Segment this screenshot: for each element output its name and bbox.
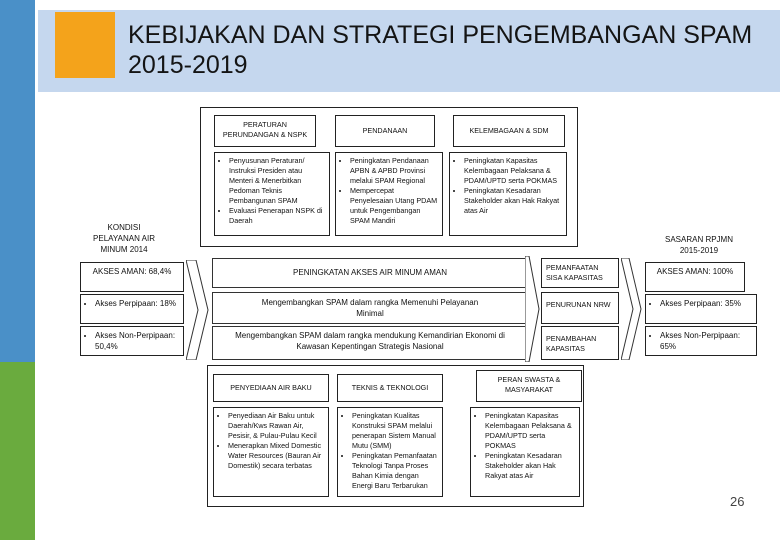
top-col1-item: • Penyusunan Peraturan/ Instruksi Presiden atau Menteri & Menerbitkan Pedoman Teknis Pembangunan SPAM — [229, 156, 325, 206]
top-col2-heading: PENDANAAN — [335, 115, 435, 147]
strategy-band-2 — [212, 292, 528, 324]
top-col3-item: • Peningkatan Kesadaran Stakeholder akan Hak Rakyat atas Air — [464, 186, 562, 216]
bottom-col1-item: • Penyediaan Air Baku untuk Daerah/Kws Rawan Air, Pesisir, & Pulau-Pulau Kecil — [228, 411, 324, 441]
target-label: PEMANFAATAN SISA KAPASITAS — [546, 263, 603, 282]
left-access-box — [80, 262, 184, 292]
top-col1-list — [214, 152, 330, 236]
target-box-2 — [541, 292, 619, 324]
strategy-label: Mengembangkan SPAM dalam rangka mendukung Kemandirian Ekonomi di Kawasan Kepentingan Strategis Nasional — [235, 331, 505, 351]
target-label: PENAMBAHAN KAPASITAS — [546, 334, 597, 353]
top-col2-item: • Mempercepat Penyelesaian Utang PDAM untuk Pengembangan SPAM Mandiri — [350, 186, 438, 226]
left-item-box-1 — [80, 294, 184, 324]
strategy-label: PENINGKATAN AKSES AIR MINUM AMAN — [293, 268, 447, 277]
title-accent — [55, 12, 115, 78]
page-title: KEBIJAKAN DAN STRATEGI PENGEMBANGAN SPAM 2015-2019 — [128, 21, 753, 79]
top-col3-item: • Peningkatan Kapasitas Kelembagaan Pelaksana & PDAM/UPTD serta POKMAS — [464, 156, 562, 186]
left-heading: KONDISI PELAYANAN AIR MINUM 2014 — [93, 223, 155, 254]
top-col2-list — [335, 152, 443, 236]
right-item: • Akses Non-Perpipaan: 65% — [660, 330, 753, 352]
bottom-col2-item: • Peningkatan Kualitas Konstruksi SPAM melalui penerapan Sistem Manual Mutu (SMM) — [352, 411, 438, 451]
left-access-label: AKSES AMAN: 68,4% — [92, 267, 172, 276]
right-access-label: AKSES AMAN: 100% — [656, 267, 734, 276]
top-col1-item: • Evaluasi Penerapan NSPK di Daerah — [229, 206, 325, 226]
strategy-label: Mengembangkan SPAM dalam rangka Memenuhi Pelayanan Minimal — [261, 298, 479, 318]
left-item-box-2 — [80, 326, 184, 356]
top-col1-heading: PERATURAN PERUNDANGAN & NSPK — [214, 115, 316, 147]
side-band-green — [0, 362, 35, 540]
right-heading: SASARAN RPJMN 2015-2019 — [664, 235, 733, 255]
bottom-col3-heading — [476, 370, 582, 402]
bottom-col3-item: • Peningkatan Kapasitas Kelembagaan Pelaksana & PDAM/UPTD serta POKMAS — [485, 411, 575, 451]
right-item-box-2 — [645, 326, 757, 356]
right-item: • Akses Perpipaan: 35% — [660, 298, 753, 309]
right-item-box-1 — [645, 294, 757, 324]
bottom-col1-item: • Menerapkan Mixed Domestic Water Resources (Bauran Air Domestik) secara terbatas — [228, 441, 324, 471]
bottom-col2-heading — [337, 374, 443, 402]
target-box-1 — [541, 258, 619, 288]
left-chevron-icon — [186, 260, 210, 360]
bottom-col1-heading-label: PENYEDIAAN AIR BAKU — [230, 383, 312, 392]
bottom-col2-item: • Peningkatan Pemanfaatan Teknologi Tanpa Proses Bahan Kimia dengan Energi Baru Terbarukan — [352, 451, 438, 491]
side-band-blue — [0, 0, 35, 362]
bottom-col1-list — [213, 407, 329, 497]
top-col2-item: • Peningkatan Pendanaan APBN & APBD Provinsi melalui SPAM Regional — [350, 156, 438, 186]
top-col3-list — [449, 152, 567, 236]
left-item: • Akses Perpipaan: 18% — [95, 298, 180, 309]
bottom-col3-heading-label: PERAN SWASTA & MASYARAKAT — [497, 375, 561, 394]
bottom-col2-list — [337, 407, 443, 497]
page-number: 26 — [730, 494, 745, 509]
right-chevron-icon — [621, 258, 643, 360]
bottom-col2-heading-label: TEKNIS & TEKNOLOGI — [351, 383, 429, 392]
middle-chevron-icon — [525, 256, 541, 362]
bottom-col1-heading — [213, 374, 329, 402]
right-access-box — [645, 262, 745, 292]
strategy-band-3 — [212, 326, 528, 360]
strategy-band-1 — [212, 258, 528, 288]
left-item: • Akses Non-Perpipaan: 50,4% — [95, 330, 180, 352]
target-label: PENURUNAN NRW — [546, 300, 611, 309]
target-box-3 — [541, 326, 619, 360]
top-col3-heading: KELEMBAGAAN & SDM — [453, 115, 565, 147]
bottom-col3-item: • Peningkatan Kesadaran Stakeholder akan Hak Rakyat atas Air — [485, 451, 575, 481]
bottom-col3-list — [470, 407, 580, 497]
